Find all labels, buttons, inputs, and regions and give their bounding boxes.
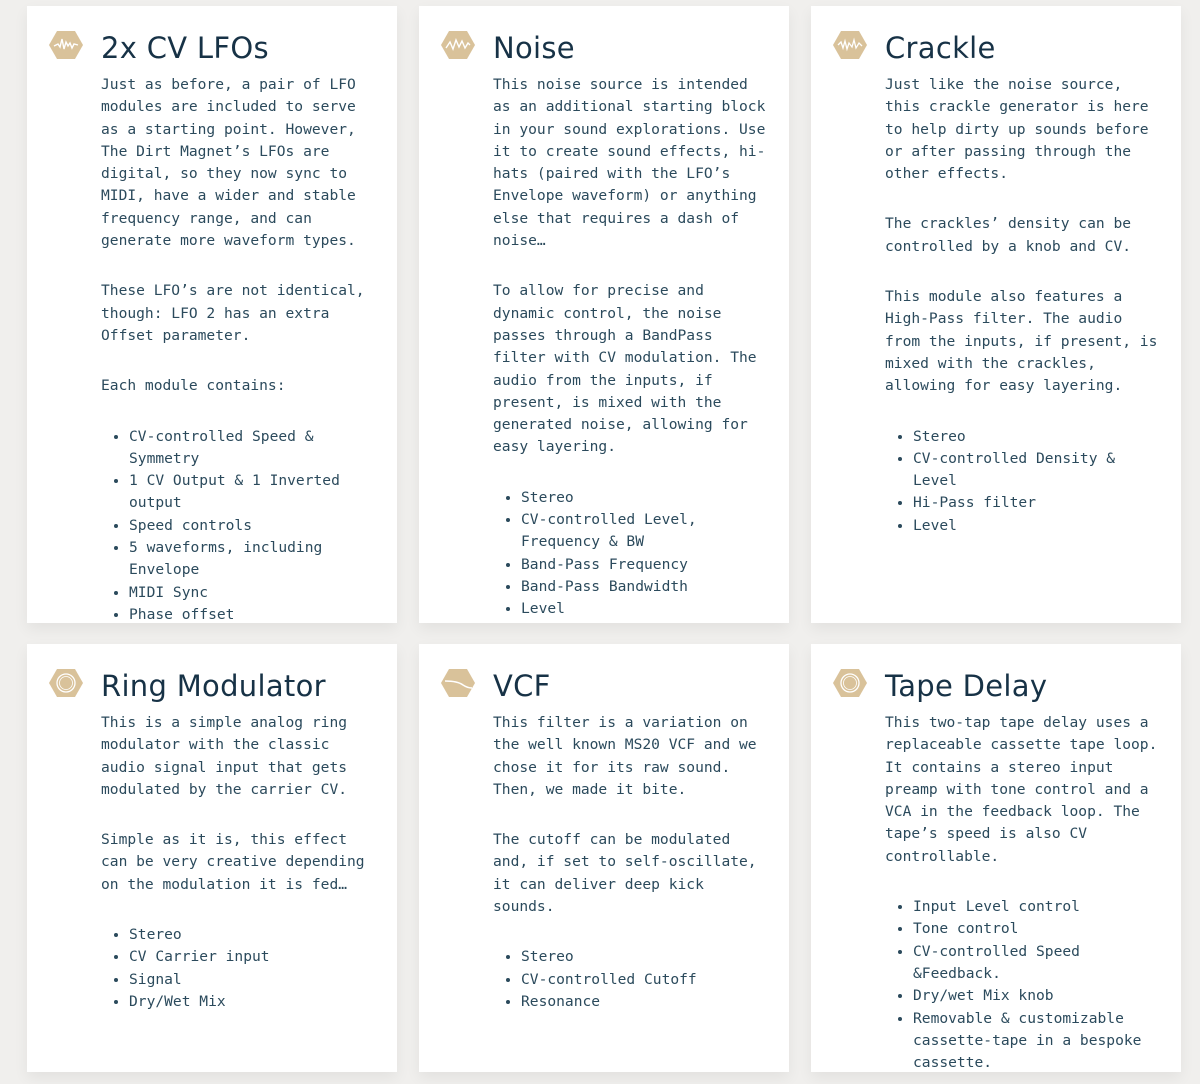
module-title: Noise — [493, 31, 575, 65]
hexagon-wave-icon — [49, 30, 83, 60]
module-title: Crackle — [885, 31, 996, 65]
module-description: Simple as it is, this effect can be very creative depending on the modulation it is fed… — [101, 831, 365, 893]
module-description: This module also features a High-Pass filter. The audio from the inputs, if present, is mixed with the crackles, allowing for easy layering. — [885, 288, 1158, 395]
feature-item: • Resonance — [521, 991, 769, 1013]
module-description: This two-tap tape delay uses a replaceable cassette tape loop. It contains a stereo input preamp with tone control and a VCA in the feedback loop. The tape’s speed is also CV controllable. — [885, 714, 1158, 865]
feature-item: • Level — [913, 515, 1161, 537]
feature-item: • Band-Pass Frequency — [521, 554, 769, 576]
module-description: Just like the noise source, this crackle generator is here to help dirty up sounds before or after passing through the other effects. — [885, 76, 1149, 183]
module-description: This filter is a variation on the well known MS20 VCF and we chose it for its raw sound. Then, we made it bite. — [493, 714, 757, 798]
module-description: The cutoff can be modulated and, if set to self-oscillate, it can deliver deep kick sounds. — [493, 831, 757, 916]
feature-list — [885, 896, 1161, 1074]
module-description: Each module contains: — [101, 377, 286, 395]
module-title: Tape Delay — [885, 669, 1048, 703]
feature-list — [101, 426, 377, 627]
module-card-noise — [419, 6, 789, 623]
feature-item: • CV-controlled Cutoff — [521, 969, 769, 991]
feature-item: • Stereo — [913, 426, 1161, 448]
feature-list — [101, 924, 377, 1013]
feature-item: • 1 CV Output & 1 Inverted output — [129, 470, 377, 515]
feature-item: • MIDI Sync — [129, 582, 377, 604]
module-description: This is a simple analog ring modulator with the classic audio signal input that gets modulated by the carrier CV. — [101, 714, 348, 798]
hexagon-filter-icon — [441, 668, 475, 698]
feature-item: • Speed controls — [129, 515, 377, 537]
module-description: This noise source is intended as an additional starting block in your sound explorations. Use it to create sound effects, hi-hats (paired with the LFO’s Envelope waveform) or anything else that requires a dash of noise… — [493, 76, 766, 250]
feature-list — [493, 487, 769, 621]
feature-item: • CV-controlled Density & Level — [913, 448, 1161, 493]
feature-item: • Hi-Pass filter — [913, 492, 1161, 514]
feature-item: • CV-controlled Level, Frequency & BW — [521, 509, 769, 554]
feature-item: • CV Carrier input — [129, 946, 377, 968]
module-description: The crackles’ density can be controlled by a knob and CV. — [885, 215, 1132, 255]
feature-item: • CV-controlled Speed & Symmetry — [129, 426, 377, 471]
feature-item: • Signal — [129, 969, 377, 991]
feature-item: • Dry/Wet Mix — [129, 991, 377, 1013]
feature-item: • Band-Pass Bandwidth — [521, 576, 769, 598]
module-card-crackle — [811, 6, 1181, 623]
feature-list — [885, 426, 1161, 537]
module-card-vcf — [419, 644, 789, 1072]
feature-item: • Stereo — [521, 946, 769, 968]
feature-item: • 5 waveforms, including Envelope — [129, 537, 377, 582]
module-card-ring-modulator — [27, 644, 397, 1072]
feature-item: • Tone control — [913, 918, 1161, 940]
feature-item: • Stereo — [521, 487, 769, 509]
feature-item: • Input Level control — [913, 896, 1161, 918]
feature-item: • Level — [521, 598, 769, 620]
feature-item: • Removable & customizable cassette-tape in a bespoke cassette. — [913, 1008, 1161, 1075]
feature-item: • Stereo — [129, 924, 377, 946]
module-description: These LFO’s are not identical, though: LFO 2 has an extra Offset parameter. — [101, 282, 365, 344]
hexagon-circle-icon — [833, 668, 867, 698]
feature-item: • Phase offset — [129, 604, 377, 626]
hexagon-circle-icon — [49, 668, 83, 698]
feature-item: • CV-controlled Speed &Feedback. — [913, 941, 1161, 986]
hexagon-wave-icon — [441, 30, 475, 60]
module-description: To allow for precise and dynamic control, the noise passes through a BandPass filter with CV modulation. The audio from the inputs, if present, is mixed with the generated noise, allowing for easy layering. — [493, 282, 757, 456]
feature-list — [493, 946, 769, 1013]
module-title: 2x CV LFOs — [101, 31, 269, 65]
module-card-tape-delay — [811, 644, 1181, 1072]
module-card-lfos — [27, 6, 397, 623]
module-description: Just as before, a pair of LFO modules are included to serve as a starting point. However, The Dirt Magnet’s LFOs are digital, so they now sync to MIDI, have a wider and stable frequency range, and can generate more waveform types. — [101, 76, 356, 250]
feature-item: • Dry/wet Mix knob — [913, 985, 1161, 1007]
hexagon-wave-icon — [833, 30, 867, 60]
module-title: Ring Modulator — [101, 669, 326, 703]
module-title: VCF — [493, 669, 551, 703]
